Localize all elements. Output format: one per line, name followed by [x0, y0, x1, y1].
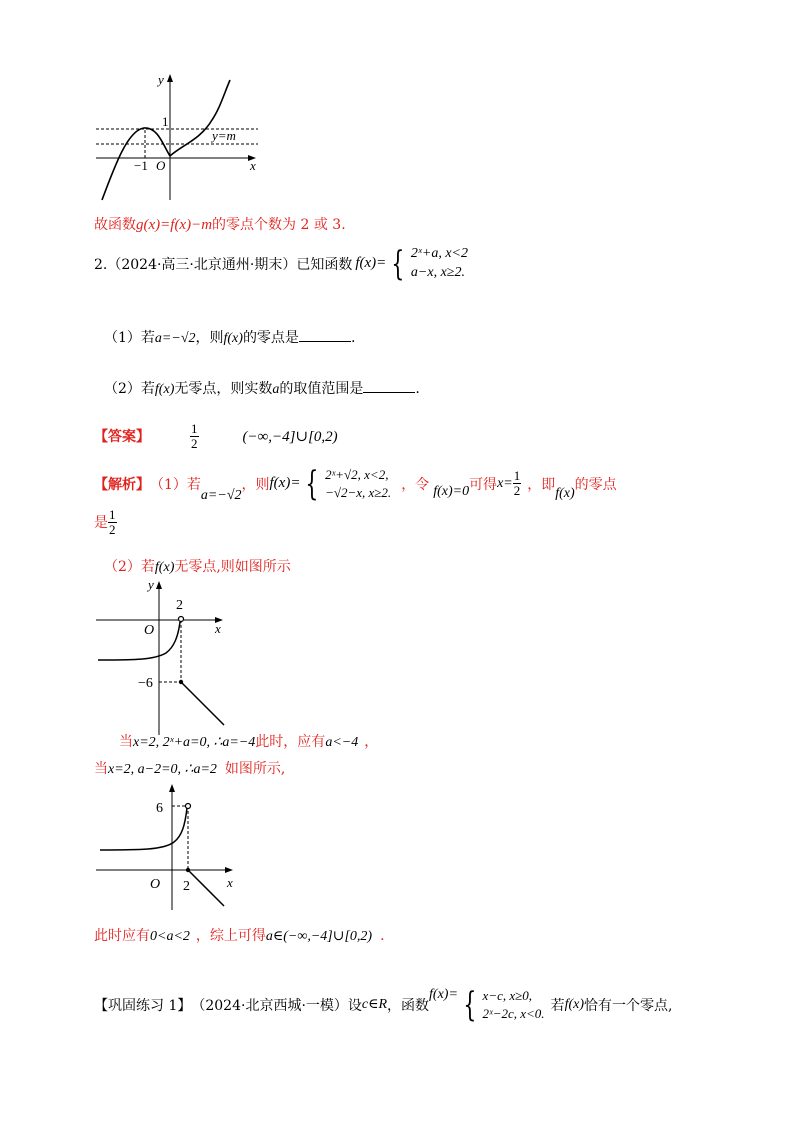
fig1-y-label: y [158, 72, 164, 87]
case-a [119, 731, 378, 751]
text: . [415, 381, 420, 397]
fig1-line-label: y=m [212, 128, 236, 143]
text: 若 [550, 997, 565, 1014]
numerator: 1 [513, 468, 521, 484]
text: （1）若 [150, 476, 201, 493]
analysis-row: 【解析】 （1）若 a=−√2 ，则 f(x)= { 2ˣ+√2, x<2, −√2−x, x≥2. ，令 f(x)=0 可得 x= $\frac{1}{2}$ ，即 f(x) 的零点 [94, 463, 617, 504]
figure-case-b-graph [94, 780, 249, 915]
text: ，即 [527, 476, 556, 493]
math: a [272, 382, 280, 397]
text: 可得 [469, 476, 498, 493]
text: 当 [94, 761, 108, 777]
math: f(x) [154, 382, 175, 397]
fraction [513, 469, 522, 497]
text: （2）若 [104, 381, 155, 397]
denominator: 2 [513, 483, 521, 499]
text: ，则 [195, 330, 224, 346]
fig3-x-label: x [227, 875, 233, 890]
answer-row [94, 422, 338, 450]
text: ，综上可得 [195, 928, 266, 944]
math: x=2, a−2=0, ∴a=2 [108, 762, 217, 777]
question-1 [104, 327, 355, 347]
conclusion [94, 925, 385, 945]
text: ，令 [401, 476, 430, 493]
math: f(x) [223, 331, 243, 346]
math: a=−√2 [154, 331, 196, 346]
text: 的取值范围是 [279, 381, 364, 397]
math: f(x)= [269, 475, 301, 492]
fig2-x-label: x [215, 621, 221, 636]
case: x−c, x≥0, [482, 988, 533, 1003]
zero-count-conclusion [94, 214, 346, 234]
fig2-origin-label: O [144, 623, 155, 638]
answer-blank [299, 329, 351, 342]
analysis-row-2 [94, 508, 117, 536]
text: 恰有一个零点, [584, 997, 673, 1014]
fig1-one-label: 1 [162, 114, 169, 129]
fig1-origin-label: O [156, 158, 166, 173]
fig2-neg-six-label: −6 [138, 676, 153, 691]
math: c∈R [361, 997, 388, 1013]
case: 2ˣ+√2, x<2, [325, 467, 389, 482]
answer-fraction [190, 422, 199, 450]
practice-label: 【巩固练习 1】 [94, 997, 192, 1014]
case: a−x, x≥2. [410, 264, 465, 280]
numerator: 1 [109, 507, 116, 522]
text: （2）若 [104, 559, 155, 575]
math: f(x)=0 [433, 483, 470, 499]
text: 故函数 [94, 217, 136, 233]
practice-1: 【巩固练习 1】 （2024·北京西城·一模）设 c∈R ，函数 f(x)= { x−c, x≥0, 2ˣ−2c, x<0. 若 f(x) 恰有一个零点, [94, 984, 673, 1025]
answer-label: 【答案】 [94, 429, 150, 446]
analysis-label: 【解析】 [94, 476, 150, 493]
text: 无零点，则实数 [174, 381, 273, 397]
math: g(x)=f(x)−m [136, 217, 213, 233]
denominator: 2 [109, 521, 116, 537]
figure-cubic-graph [90, 70, 270, 210]
text: （1）若 [104, 330, 155, 346]
math: f(x)= [355, 255, 387, 272]
math: f(x) [555, 485, 575, 501]
text: 此时应有 [94, 928, 150, 944]
figure-case-a-graph [94, 575, 244, 740]
case: 2ˣ+a, x<2 [410, 246, 468, 261]
math: f(x) [154, 560, 175, 575]
case-b [94, 758, 285, 778]
math: x=2, 2ˣ+a=0, ∴a=−4 [133, 735, 256, 750]
text: （2024·北京西城·一模）设 [191, 997, 362, 1014]
fig1-x-label: x [250, 158, 256, 173]
case: 2ˣ−2c, x<0. [482, 1005, 545, 1021]
text: . [350, 330, 356, 346]
text: ，则 [241, 476, 270, 493]
denominator: 2 [191, 435, 198, 451]
text: ， [364, 734, 379, 750]
answer-range: (−∞,−4]∪[0,2) [242, 428, 338, 445]
text: 无零点,则如图所示 [174, 559, 291, 575]
fig2-y-label: y [148, 577, 154, 592]
text: 的零点 [574, 476, 617, 493]
math: a=−√2 [200, 487, 242, 503]
text: ，函数 [387, 997, 430, 1014]
fig3-two-label: 2 [183, 879, 190, 894]
part-2-intro [104, 556, 291, 576]
fig3-six-label: 6 [156, 801, 163, 816]
text: 此时，应有 [255, 734, 326, 750]
text: 的零点是 [242, 330, 299, 346]
text: 是 [94, 515, 108, 532]
text: 如图所示, [224, 761, 286, 777]
text: 的零点个数为 2 或 3. [212, 217, 346, 233]
problem-2: 2.（2024·高三·北京通州·期末）已知函数 f(x)= { 2ˣ+a, x<2 a−x, x≥2. [94, 243, 468, 284]
math: x= [497, 475, 513, 491]
math: f(x) [564, 996, 584, 1012]
fig1-neg-one-label: −1 [134, 158, 148, 173]
text: . [380, 928, 385, 944]
fig2-two-label: 2 [176, 598, 183, 613]
text: 当 [119, 734, 133, 750]
math: a∈(−∞,−4]∪[0,2) [265, 929, 373, 944]
question-2 [104, 378, 420, 398]
problem-lead: 2.（2024·高三·北京通州·期末）已知函数 [94, 256, 353, 273]
math: f(x)= [429, 986, 458, 1002]
case: −√2−x, x≥2. [325, 484, 392, 500]
fig3-origin-label: O [150, 877, 161, 892]
math: a<−4 [325, 735, 359, 750]
numerator: 1 [191, 421, 198, 436]
answer-blank [363, 380, 415, 393]
math: 0<a<2 [150, 929, 190, 944]
fraction [108, 508, 117, 536]
